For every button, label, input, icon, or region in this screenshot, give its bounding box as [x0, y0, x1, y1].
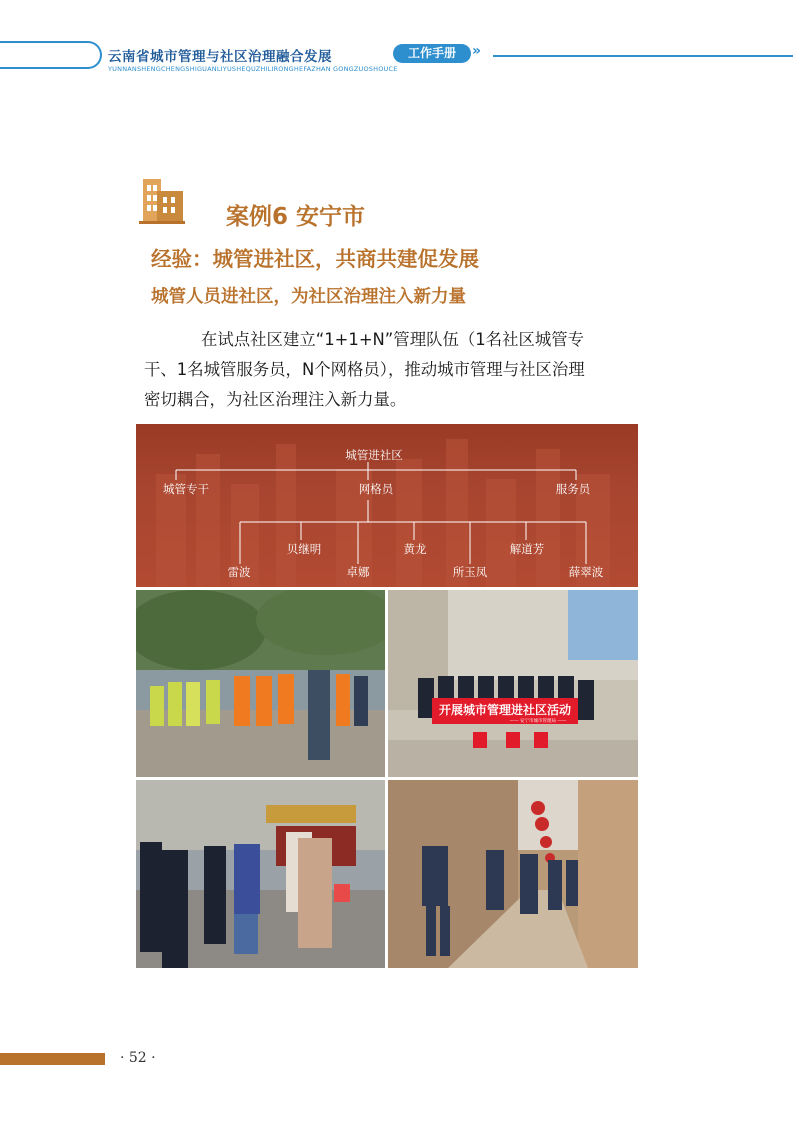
paragraph-line: 干、1名城管服务员，N个网格员），推动城市管理与社区治理	[144, 360, 585, 379]
header-frame	[0, 41, 102, 69]
org-member: 雷波	[227, 565, 251, 579]
org-member: 薛翠波	[568, 565, 604, 579]
org-member: 所玉凤	[452, 565, 488, 579]
org-member: 黄龙	[403, 542, 427, 556]
header-badge: 工作手册	[393, 44, 471, 63]
photo-shopfront-inspection	[136, 780, 385, 968]
double-chevron-icon: »	[472, 43, 482, 59]
org-member: 卓娜	[346, 565, 370, 579]
experience-heading: 经验：城管进社区，共商共建促发展	[151, 247, 479, 271]
banner-text: 开展城市管理进社区活动	[438, 703, 572, 717]
org-level1-service: 服务员	[555, 482, 591, 496]
org-level1-cadre: 城管专干	[163, 482, 209, 496]
header-rule	[493, 55, 793, 57]
org-member: 解道芳	[509, 542, 545, 556]
paragraph-line: 在试点社区建立“1+1+N”管理队伍（1名社区城管专	[201, 330, 585, 349]
page-number: · 52 ·	[120, 1050, 156, 1066]
org-level1-grid: 网格员	[358, 482, 394, 496]
header-subtitle: YUNNANSHENGCHENGSHIGUANLIYUSHEQUZHILIRONGHEFAZHAN GONGZUOSHOUCE	[108, 65, 398, 73]
org-root: 城管进社区	[345, 448, 403, 462]
org-member: 贝继明	[286, 542, 322, 556]
org-chart-graphic	[136, 424, 638, 587]
header-title: 云南省城市管理与社区治理融合发展	[108, 49, 332, 65]
banner-small-text: —— 安宁市城市管理局 ——	[509, 719, 567, 724]
body-paragraph	[144, 325, 644, 415]
case-title: 案例6 安宁市	[226, 204, 366, 230]
photo-banner-group	[388, 590, 638, 777]
paragraph-line: 密切耦合，为社区治理注入新力量。	[144, 390, 407, 409]
org-chart	[136, 424, 638, 587]
building-icon	[137, 177, 187, 225]
photo-street-team	[136, 590, 385, 777]
photo-alley-patrol	[388, 780, 638, 968]
section-subheading: 城管人员进社区，为社区治理注入新力量	[151, 287, 466, 307]
footer-bar	[0, 1053, 105, 1065]
